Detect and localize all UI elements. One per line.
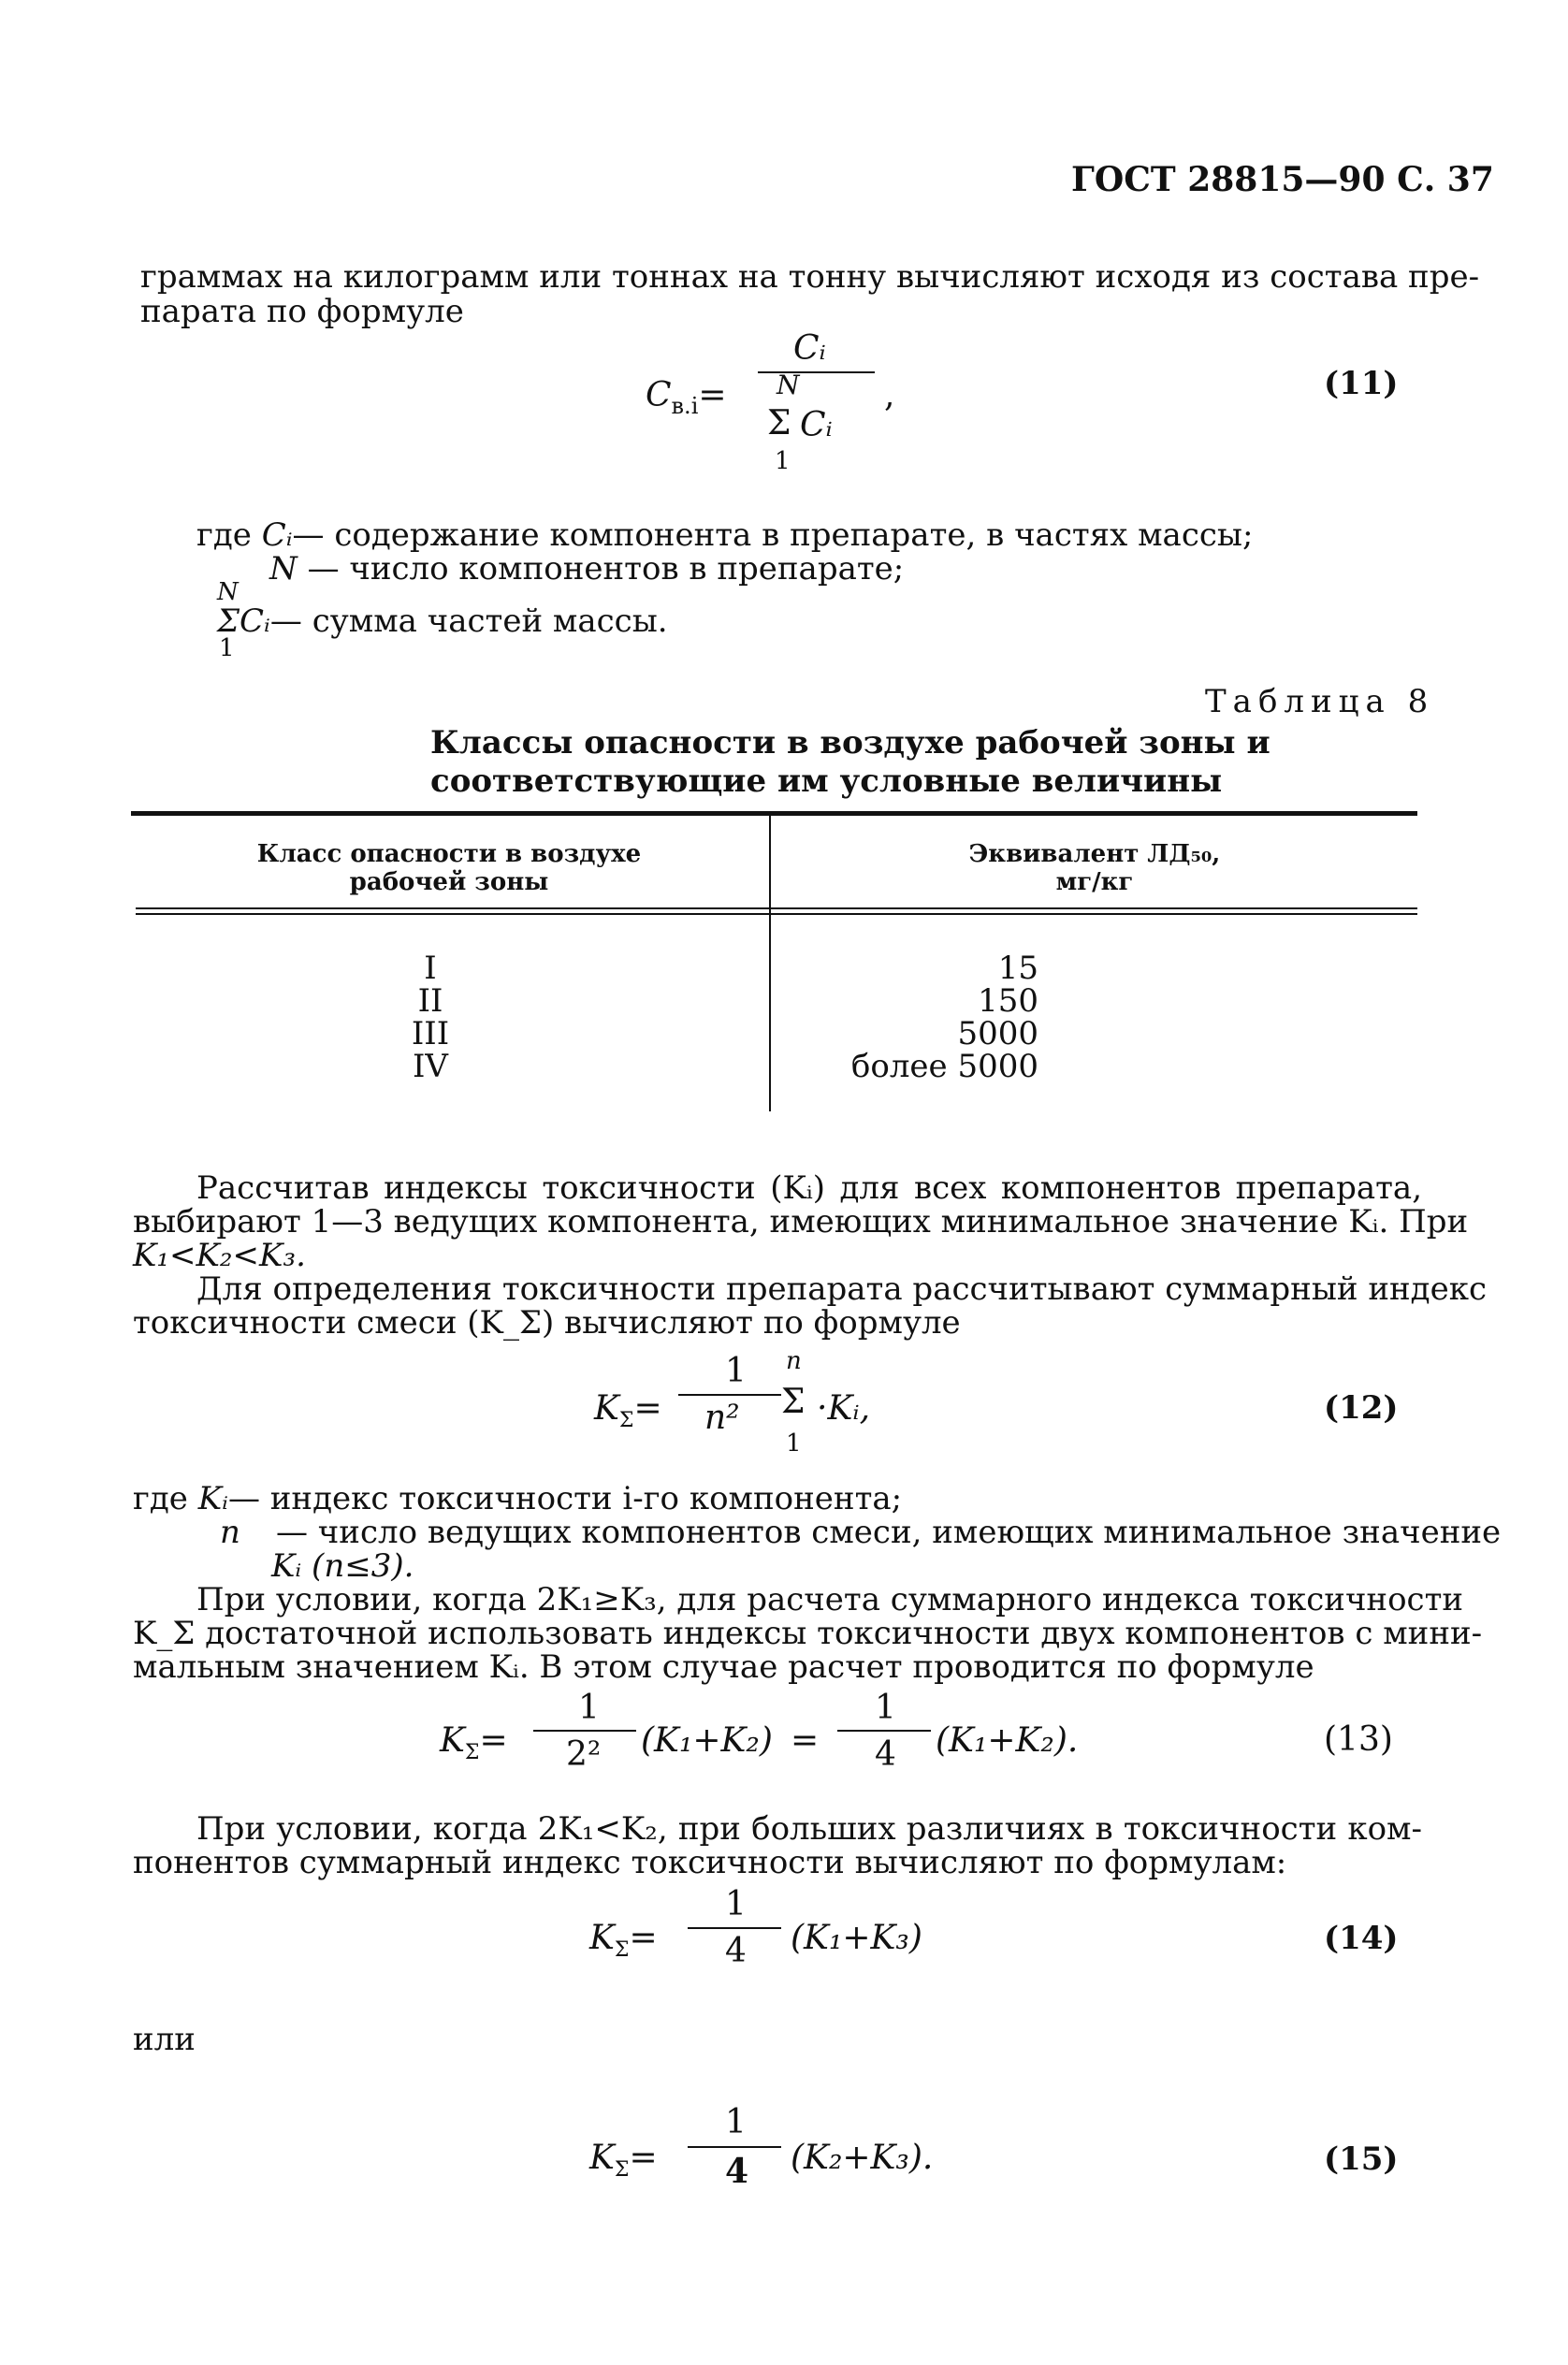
formula-15-denominator: 4 [725, 2152, 749, 2191]
table-row-4-class: IV [413, 1048, 448, 1085]
where-11-line-3 [217, 602, 668, 640]
table-row-3-class: III [411, 1015, 450, 1052]
formula-14 [589, 1885, 945, 1988]
formula-12-body: ·Kᵢ, [817, 1389, 871, 1428]
formula-15-numerator: 1 [725, 2103, 747, 2141]
formula-15-lhs: K [589, 2139, 615, 2177]
formula-14-denominator: 4 [725, 1932, 747, 1970]
table-row-2-value: 150 [978, 982, 1038, 1020]
table-header-col-2 [777, 840, 1413, 896]
formula-14-lhs: K [589, 1919, 615, 1957]
where-11-text-1: — содержание компонента в препарате, в частях массы; [292, 516, 1254, 554]
formula-11-sum-upper: N [777, 370, 800, 400]
formula-15-number: (15) [1324, 2140, 1399, 2178]
formula-14-numerator: 1 [725, 1885, 747, 1923]
table-title-line-1: Классы опасности в воздухе рабочей зоны и [430, 724, 1270, 762]
intro-line-1: граммах на килограмм или тоннах на тонну вычисляют исходя из состава пре- [140, 258, 1480, 296]
formula-12-denominator: n² [704, 1399, 740, 1437]
table-label: Таблица 8 [1205, 683, 1435, 720]
formula-13-fraction-bar-b [837, 1730, 931, 1732]
where-12-line-1 [133, 1480, 902, 1517]
formula-12-lhs-sub: Σ [618, 1409, 634, 1433]
or-word: или [133, 2021, 196, 2058]
formula-12-sum-sign: Σ [781, 1383, 806, 1421]
formula-11-sum-body: Cᵢ [800, 406, 833, 444]
formula-14-number: (14) [1324, 1920, 1399, 1957]
formula-14-body: (K₁+K₃) [791, 1919, 922, 1957]
table-header-col-2-line-1: Эквивалент ЛД₅₀, [968, 840, 1221, 868]
formula-12-lhs: K [594, 1389, 619, 1428]
para-3-line-2: K_Σ достаточной использовать индексы токсичности двух компонентов с мини- [133, 1615, 1483, 1652]
where-12-line-3: Kᵢ (n≤3). [271, 1547, 414, 1585]
table-top-rule [131, 811, 1417, 816]
table-header-col-1-line-1: Класс опасности в воздухе [256, 840, 642, 868]
formula-13-eq: = [479, 1721, 508, 1760]
table-header-rule-2 [136, 913, 1417, 915]
para-3-line-1: При условии, когда 2K₁≥K₃, для расчета суммарного индекса токсичности [196, 1581, 1464, 1618]
formula-14-eq: = [629, 1919, 658, 1957]
where-11-line-2 [269, 550, 904, 588]
formula-13-number: (13) [1324, 1720, 1393, 1759]
table-row-1-class: I [424, 950, 437, 987]
formula-13-numerator-a: 1 [578, 1689, 600, 1727]
table-row-3-value: 5000 [957, 1015, 1038, 1052]
where-11-prefix: где [196, 516, 252, 554]
formula-13-eq2: = [791, 1721, 820, 1760]
where-11-line-1 [196, 516, 1253, 554]
where-11-text-2: — число компонентов в препарате; [307, 550, 905, 588]
table-title-line-2: соответствующие им условные величины [430, 762, 1223, 800]
formula-15-fraction-bar [688, 2146, 781, 2148]
para-2-line-2: токсичности смеси (K_Σ) вычисляют по формуле [133, 1304, 961, 1342]
para-4-line-2: понентов суммарный индекс токсичности вычисляют по формулам: [133, 1844, 1287, 1881]
where-11-upper-n: N [217, 578, 239, 606]
para-1-line-2: выбирают 1—3 ведущих компонента, имеющих минимальное значение Kᵢ. При [133, 1203, 1469, 1241]
table-row-4-value: более 5000 [850, 1048, 1038, 1085]
formula-12-number: (12) [1324, 1389, 1399, 1427]
formula-12-numerator: 1 [725, 1352, 747, 1390]
para-2-line-1: Для определения токсичности препарата рассчитывают суммарный индекс [196, 1270, 1488, 1308]
table-header-col-1 [140, 840, 758, 896]
formula-14-fraction-bar [688, 1927, 781, 1929]
formula-13-denominator-a: 2² [566, 1735, 602, 1774]
page-header: ГОСТ 28815—90 С. 37 [1071, 160, 1494, 199]
para-1-line-1: Рассчитав индексы токсичности (Kᵢ) для всех компонентов препарата, [196, 1169, 1422, 1207]
formula-13-numerator-b: 1 [875, 1689, 896, 1727]
formula-13-lhs-sub: Σ [464, 1741, 480, 1765]
formula-13-body-a: (K₁+K₂) [641, 1721, 773, 1760]
formula-15-eq: = [629, 2139, 658, 2177]
formula-11: $C_{в.i}=$ Cᵢ N Σ Cᵢ 1 , [646, 329, 895, 475]
formula-12-eq: = [633, 1389, 662, 1428]
formula-15-lhs-sub: Σ [614, 2158, 630, 2183]
where-12-sym-ki: Kᵢ [197, 1480, 228, 1517]
table-header-col-2-line-2: мг/кг [1055, 868, 1134, 896]
where-11-lower-1: 1 [219, 634, 235, 662]
formula-11-sum-lower: 1 [775, 447, 791, 475]
where-11-sym-ci: Cᵢ [261, 516, 293, 554]
para-3-line-3: мальным значением Kᵢ. В этом случае расчет проводится по формуле [133, 1648, 1314, 1686]
where-11-text-3: — сумма частей массы. [269, 602, 668, 640]
table-header-rule-1 [136, 907, 1417, 909]
formula-13 [440, 1689, 1151, 1792]
formula-12-sum-upper: n [786, 1347, 802, 1375]
table-row-1-value: 15 [997, 950, 1038, 987]
where-12-prefix: где [133, 1480, 188, 1517]
where-12-sym-n: n [220, 1514, 240, 1551]
formula-13-lhs: K [440, 1721, 465, 1760]
where-12-text-1: — индекс токсичности i-го компонента; [227, 1480, 903, 1517]
formula-11-lhs-sub: в.i [671, 393, 699, 420]
formula-12-sum-lower: 1 [786, 1429, 802, 1458]
intro-line-2: парата по формуле [140, 293, 464, 330]
where-11-sym-n: N [269, 550, 298, 588]
formula-13-fraction-bar-a [533, 1730, 636, 1732]
where-12-text-2: — число ведущих компонентов смеси, имеющих минимальное значение [276, 1514, 1502, 1551]
where-12-line-2 [220, 1514, 1502, 1551]
formula-14-lhs-sub: Σ [614, 1938, 630, 1963]
formula-15-body: (K₂+K₃). [791, 2139, 934, 2177]
formula-15 [589, 2103, 982, 2206]
where-11-sym-sum: ΣCᵢ [217, 602, 270, 640]
table-header-col-1-line-2: рабочей зоны [349, 868, 549, 896]
formula-13-denominator-b: 4 [875, 1735, 896, 1774]
formula-12 [594, 1347, 950, 1478]
formula-11-comma: , [884, 376, 895, 414]
formula-11-fraction-bar [758, 371, 875, 373]
formula-12-fraction-bar [678, 1394, 781, 1396]
formula-11-numerator: Cᵢ [793, 329, 826, 368]
formula-13-body-b: (K₁+K₂). [936, 1721, 1079, 1760]
formula-11-sum-sign: Σ [767, 404, 791, 443]
para-1-line-3: K₁<K₂<K₃. [133, 1237, 306, 1274]
formula-11-lhs: C [646, 376, 672, 414]
formula-11-number: (11) [1324, 365, 1399, 402]
para-4-line-1: При условии, когда 2K₁<K₂, при больших различиях в токсичности ком- [196, 1810, 1422, 1848]
table-row-2-class: II [417, 982, 443, 1020]
